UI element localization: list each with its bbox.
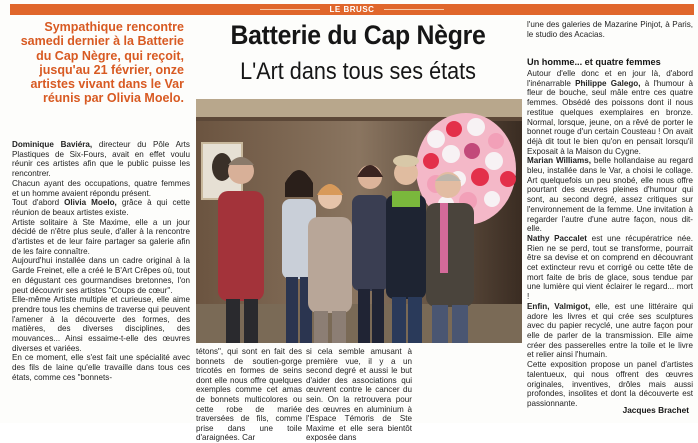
person-name: Nathy Paccalet: [527, 233, 588, 243]
bottom-column-1: tétons", qui sont en fait des bonnets de soutien-gorge tricotés en formes de seins dont elle nous offre quelques exemples comme cet amas de bonnets multicolores ou cette robe de mariée traversées de fils, comme prise dans une toile d'araignées. Car: [196, 347, 302, 443]
section-title: LE BRUSC: [329, 5, 375, 14]
headline-subtitle: L'Art dans tous ses états: [240, 58, 476, 85]
paragraph: [527, 302, 693, 360]
paragraph: Aujourd'hui installée dans un cadre original à la Garde Freinet, elle a créé le B'Art Crêpes où, tout en dégustant ces gourmandises bretonnes, l'on peut découvrir ses artistes "Coups de cœur".: [12, 256, 190, 295]
author-signature: Jacques Brachet: [622, 405, 689, 415]
paragraph-text: grâce à qui cette réunion de beaux artistes existe.: [12, 198, 190, 217]
paragraph: [12, 140, 190, 179]
paragraph: Artiste solitaire à Ste Maxime, elle a un jour décidé de n'être plus seule, d'aller à la rencontre d'artistes et de leur faire partager sa galerie afin de les faire connaître.: [12, 217, 190, 256]
group-photo: [196, 99, 522, 343]
banner-rule-right: [384, 9, 444, 10]
person-name: Marian Williams,: [527, 156, 591, 166]
paragraph: En ce moment, elle s'est fait une spécialité avec des fils de laine qu'elle travaille dans tous ces états, comme ces "bonnets-: [12, 353, 190, 382]
bottom-column-2: si cela semble amusant à première vue, il y a un second degré et aussi le but d'aider des associations qui œuvrent contre le cancer du sein. On la retrouvera pour des œuvres en aluminium à l'Espace Témoris de Ste Maxime et elle sera bientôt exposée dans: [306, 347, 412, 443]
paragraph: [527, 234, 693, 302]
paragraph-text: est une récupératrice née. Rien ne se perd, tout se transforme, pourrait être sa devise et on comprend en découvrant cet extincteur revu et corrigé ou cette tête de mort faite de bris de glace, sous tendue par une lumière qui vient éclairer le regard... mort !: [527, 233, 693, 302]
banner-rule-left: [260, 9, 320, 10]
paragraph-text: elle, est une littéraire qui adore les livres et qui crée ses sculptures avec du papier recyclé, une autre façon pour elle de parler de la transmission. Elle aime créer des passerelles entre la toile et le livre et relier ainsi l'humain.: [527, 301, 693, 360]
paragraph-text: directeur du Pôle Arts Plastiques de Six-Fours, avait en effet voulu réunir ces artistes afin que le public puisse les rencontrer.: [12, 140, 190, 179]
paragraph: Cette exposition propose un panel d'artistes talentueux, qui nous offrent des œuvres originales, inventives, drôles mais aussi profondes, insolites et dont la découverte est passionnante.: [527, 360, 693, 408]
person-name: Olivia Moelo,: [64, 198, 117, 208]
article-lead: Sympathique rencontre samedi dernier à la Batterie du Cap Nègre, qui reçoit, jusqu'au 21 février, onze artistes vivant dans le Var réunis par Olivia Moelo.: [20, 20, 184, 106]
paragraph: [527, 69, 693, 156]
paragraph: [527, 156, 693, 234]
photo-illustration: [196, 99, 522, 343]
section-banner: [10, 4, 694, 15]
paragraph-text: belle hollandaise au regard bleu, installée dans le Var, a choisi le collage. Art quelquefois un peu snobé, elle nous offre pourtant des œuvres pleines d'humour qui sont, au second degré, assez critiques sur l'environnement de la femme. Une invitation à regarder l'autre d'une autre façon, nous dit-elle.: [527, 156, 693, 234]
left-column-text: [12, 140, 190, 383]
paragraph-text: à l'humour à fleur de bouche, seul mâle entre ces quatre femmes. Obsédé des poissons dont il nous restitue quelques exemplaires en bronze. Normal, lorsque, jeune, on a rêvé de porter le bonnet rouge d'un certain Cousteau ! On avait déjà dit tout le bien qu'on en pensait lorsqu'il Exposait à la Maison du Cygne.: [527, 78, 693, 156]
headline-title: Batterie du Cap Nègre: [230, 20, 486, 50]
paragraph: Elle-même Artiste multiple et curieuse, elle aime prendre tous les chemins de traverse qui peuvent l'amener à la découverte des formes, des matières, des diverses disciplines, des mouvances... Ainsi essaime-t-elle des œuvres diverses et variées.: [12, 295, 190, 353]
paragraph: Chacun ayant des occupations, quatre femmes et un homme avaient répondu présent.: [12, 178, 190, 198]
person-name: Dominique Baviéra,: [12, 140, 93, 149]
right-column-text: [527, 69, 693, 409]
person-name: Philippe Galego,: [575, 78, 641, 88]
right-column-intro: l'une des galeries de Mazarine Pinjot, à Paris, le studio des Acacias.: [527, 20, 693, 39]
paragraph: [12, 198, 190, 217]
paragraph-text: Tout d'abord: [12, 198, 65, 208]
paragraph-text: Autour d'elle donc et en jour là, d'abord l'inénarrable: [527, 69, 693, 88]
person-name: Enfin, Valmigot,: [527, 301, 591, 311]
right-column-subtitle: Un homme... et quatre femmes: [527, 57, 661, 67]
